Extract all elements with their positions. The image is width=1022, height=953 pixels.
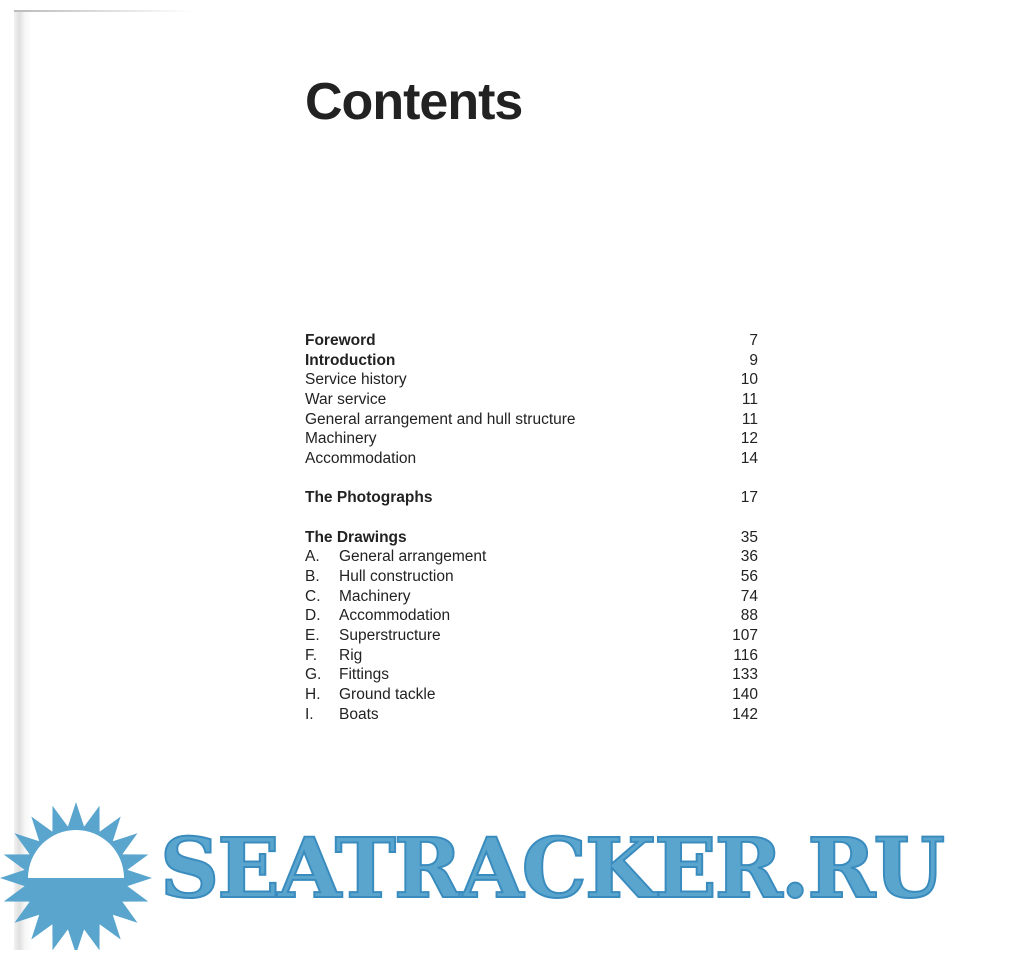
toc-drawing-entry[interactable] xyxy=(305,685,760,705)
watermark-text: SEATRACKER.RU xyxy=(160,821,944,917)
toc-entry[interactable] xyxy=(305,390,760,410)
toc-drawing-entry[interactable] xyxy=(305,646,760,666)
toc-entry-label: Fittings xyxy=(339,666,389,684)
table-of-contents xyxy=(305,331,760,724)
toc-entry-page: 140 xyxy=(732,686,758,703)
toc-entry-label: War service xyxy=(305,391,387,409)
toc-entry-letter: D. xyxy=(305,607,321,625)
toc-drawing-entry[interactable] xyxy=(305,567,760,587)
page-edge-rule xyxy=(14,10,194,12)
toc-entry-label: Introduction xyxy=(305,351,396,369)
toc-entry-letter: B. xyxy=(305,567,320,585)
toc-entry-page: 10 xyxy=(740,371,758,389)
page-title: Contents xyxy=(305,73,523,131)
toc-entry[interactable] xyxy=(305,410,760,430)
toc-drawing-entry[interactable] xyxy=(305,587,760,607)
toc-entry-label: General arrangement and hull structure xyxy=(305,410,576,428)
toc-entry-letter: E. xyxy=(305,626,320,644)
toc-entry-label: Hull construction xyxy=(339,567,454,585)
toc-entry-label: Boats xyxy=(339,705,379,723)
toc-entry-page: 35 xyxy=(740,528,758,546)
toc-entry-page: 11 xyxy=(741,391,758,409)
toc-entry-letter: F. xyxy=(305,646,318,664)
toc-entry-label: Superstructure xyxy=(339,626,441,644)
toc-entry-label: Machinery xyxy=(305,430,377,448)
toc-entry-letter: C. xyxy=(305,587,321,605)
toc-entry-page: 7 xyxy=(749,332,758,349)
toc-entry-page: 9 xyxy=(749,351,758,369)
toc-entry-letter: A. xyxy=(305,548,320,566)
toc-drawing-entry[interactable] xyxy=(305,606,760,626)
toc-drawing-entry[interactable] xyxy=(305,705,760,725)
toc-entry-label: Machinery xyxy=(339,587,411,605)
toc-entry-label: Accommodation xyxy=(339,607,451,625)
toc-entry-label: The Photographs xyxy=(305,489,433,507)
toc-entry-page: 133 xyxy=(732,666,758,684)
toc-entry-label: General arrangement xyxy=(339,548,487,566)
toc-entry-page: 116 xyxy=(733,646,758,664)
toc-entry-page: 11 xyxy=(741,410,758,428)
toc-drawing-entry[interactable] xyxy=(305,665,760,685)
toc-entry-letter: H. xyxy=(305,686,321,703)
sun-icon xyxy=(0,802,152,950)
toc-entry-page: 107 xyxy=(732,626,758,644)
toc-entry-page: 88 xyxy=(740,607,758,625)
toc-entry[interactable] xyxy=(305,429,760,449)
toc-entry-drawings[interactable] xyxy=(305,528,760,548)
toc-entry-letter: G. xyxy=(305,666,322,684)
toc-entry-page: 36 xyxy=(740,548,758,566)
toc-entry-label: Service history xyxy=(305,371,407,389)
toc-entry-label: The Drawings xyxy=(305,528,407,546)
toc-entry-photographs[interactable] xyxy=(305,488,760,508)
toc-entry[interactable] xyxy=(305,449,760,469)
toc-entry[interactable] xyxy=(305,351,760,371)
toc-entry-label: Rig xyxy=(339,646,363,664)
toc-drawing-entry[interactable] xyxy=(305,626,760,646)
toc-entry-page: 14 xyxy=(740,450,758,468)
toc-entry-letter: I. xyxy=(305,705,314,723)
toc-entry-label: Foreword xyxy=(305,332,376,349)
toc-entry[interactable] xyxy=(305,331,760,351)
toc-entry-page: 17 xyxy=(740,489,758,507)
toc-entry[interactable] xyxy=(305,370,760,390)
toc-drawing-entry[interactable] xyxy=(305,547,760,567)
toc-entry-page: 56 xyxy=(740,567,758,585)
toc-entry-label: Accommodation xyxy=(305,450,417,468)
toc-entry-label: Ground tackle xyxy=(339,686,436,703)
toc-entry-page: 12 xyxy=(740,430,758,448)
toc-entry-page: 74 xyxy=(740,587,758,605)
toc-entry-page: 142 xyxy=(732,705,758,723)
